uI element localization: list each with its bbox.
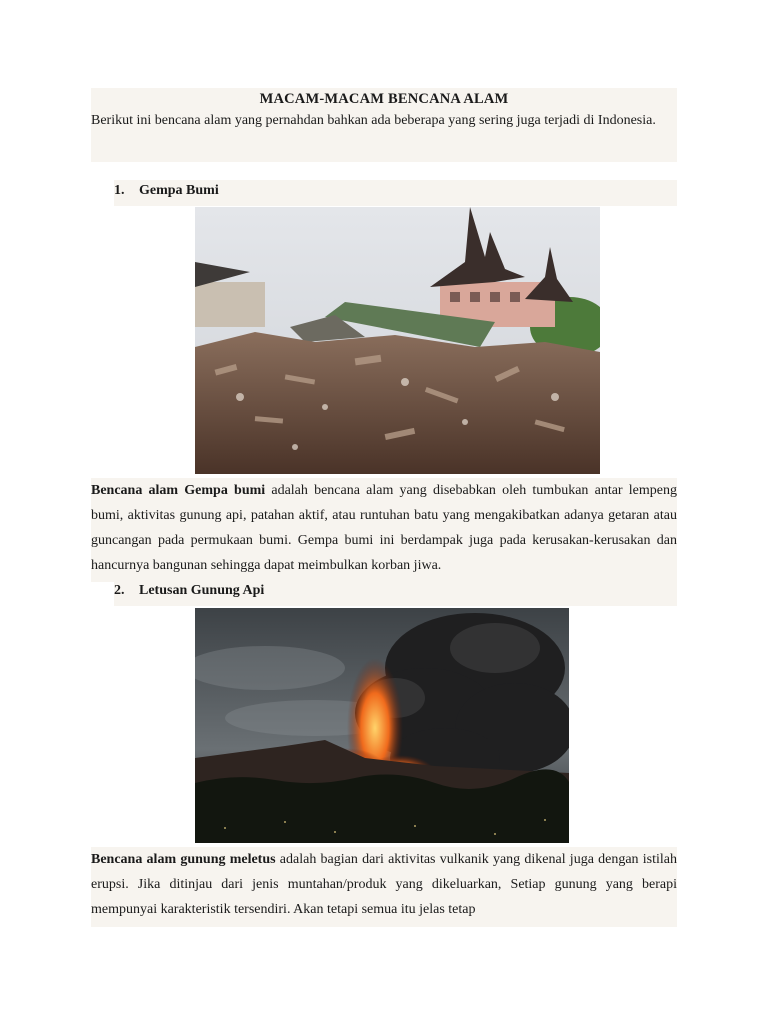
paragraph-gempa-bumi <box>91 478 677 582</box>
paragraph-gunung-meletus <box>91 847 677 927</box>
body-text: adalah bencana alam yang disebabkan oleh tumbukan antar lempeng bumi, aktivitas gunung api, patahan aktif, atau runtuhan batu yang mengakibatkan adanya getaran atau guncangan pada permukaan bumi. Gempa bumi ini berdampak juga pada kerusakan-kerusakan dan hancurnya bangunan sehingga dapat meimbulkan korban jiwa. <box>91 483 677 573</box>
section-heading-gempa-bumi <box>114 180 677 206</box>
lead-text: Bencana alam Gempa bumi <box>91 483 266 498</box>
section-heading-letusan-gunung-api <box>114 580 677 606</box>
section-heading-text: Gempa Bumi <box>139 183 219 198</box>
section-heading-text: Letusan Gunung Api <box>139 583 265 598</box>
section-number: 1. <box>114 183 125 198</box>
lead-text: Bencana alam gunung meletus <box>91 852 276 867</box>
body-text: adalah bagian dari aktivitas vulkanik yang dikenal juga dengan istilah erupsi. Jika ditinjau dari jenis muntahan/produk yang dikeluarkan, Setiap gunung yang berapi mempunyai karakteristik tersendiri. Akan tetapi semua itu jelas tetap <box>91 852 677 917</box>
volcano-eruption-photo <box>195 608 569 843</box>
intro-paragraph: Berikut ini bencana alam yang pernahdan bahkan ada beberapa yang sering juga terjadi di Indonesia. <box>91 108 677 162</box>
earthquake-rubble-photo <box>195 207 600 474</box>
section-number: 2. <box>114 583 125 598</box>
page-title: MACAM-MACAM BENCANA ALAM <box>91 88 677 110</box>
